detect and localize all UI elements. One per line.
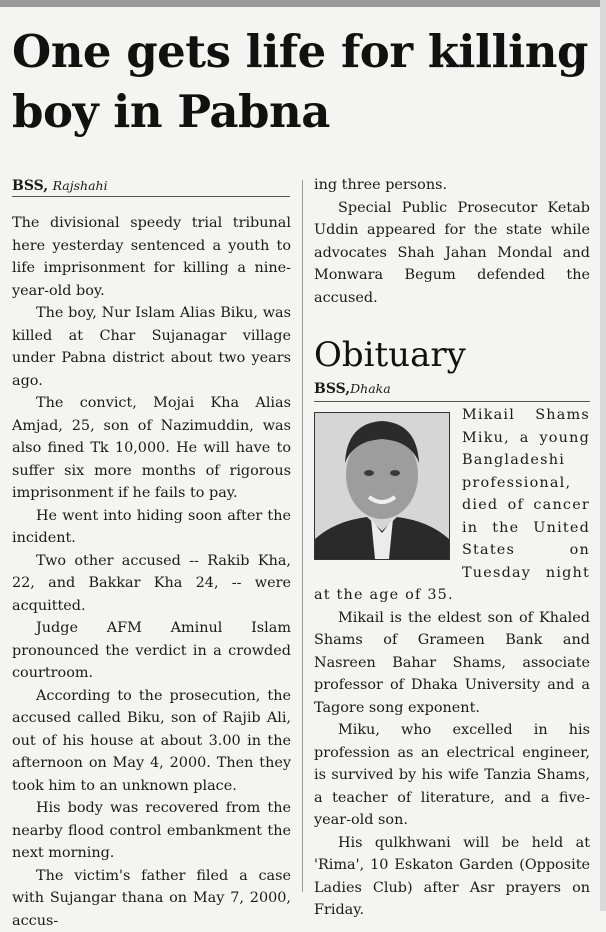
article-paragraph: Judge AFM Aminul Islam pronounced the verdict in a crowded courtroom. bbox=[12, 617, 291, 685]
obituary-location: Dhaka bbox=[350, 381, 391, 396]
article-paragraph: Two other accused -- Rakib Kha, 22, and Bakkar Kha 24, -- were acquitted. bbox=[12, 550, 291, 618]
article-column-right bbox=[314, 174, 590, 922]
obituary-paragraph: His qulkhwani will be held at 'Rima', 10 Eskaton Garden (Opposite Ladies Club) after Asr prayers on Friday. bbox=[314, 832, 590, 922]
obituary-dateline bbox=[314, 377, 590, 401]
right-edge-bar bbox=[600, 0, 606, 911]
article-column-left bbox=[12, 174, 291, 932]
article-paragraph: According to the prosecution, the accused called Biku, son of Rajib Ali, out of his house at about 3.00 in the afternoon on May 4, 2000. Then they took him to an unknown place. bbox=[12, 685, 291, 798]
obituary-agency: BSS, bbox=[314, 381, 350, 397]
article-continuation: ing three persons. bbox=[314, 174, 590, 197]
obituary-paragraph: Mikail is the eldest son of Khaled Shams of Grameen Bank and Nasreen Bahar Shams, associate professor of Dhaka University and a Tagore song exponent. bbox=[314, 607, 590, 720]
article-paragraph: The victim's father filed a case with Sujangar thana on May 7, 2000, accus- bbox=[12, 865, 291, 932]
portrait-photo bbox=[314, 412, 450, 560]
page-headline: One gets life for killing boy in Pabna bbox=[12, 22, 596, 142]
article-paragraph: Special Public Prosecutor Ketab Uddin appeared for the state while advocates Shah Jahan Mondal and Monwara Begum defended the accused. bbox=[314, 197, 590, 310]
article-paragraph: The divisional speedy trial tribunal here yesterday sentenced a youth to life imprisonment for killing a nine-year-old boy. bbox=[12, 212, 291, 302]
article-paragraph: He went into hiding soon after the incident. bbox=[12, 505, 291, 550]
article-paragraph: The boy, Nur Islam Alias Biku, was killed at Char Sujanagar village under Pabna district about two years ago. bbox=[12, 302, 291, 392]
article-paragraph: The convict, Mojai Kha Alias Amjad, 25, son of Nazimuddin, was also fined Tk 10,000. He will have to suffer six more months of rigorous imprisonment if he fails to pay. bbox=[12, 392, 291, 505]
column-divider bbox=[302, 180, 303, 892]
obituary-paragraph: Mikail Shams Miku, a young Bangladeshi professional, died of cancer in the United States on Tuesday night at the age of 35. bbox=[314, 404, 590, 607]
article-agency: BSS, bbox=[12, 178, 48, 194]
article-location: Rajshahi bbox=[53, 178, 108, 193]
obituary-paragraph: Miku, who excelled in his profession as an electrical engineer, is survived by his wife Tanzia Shams, a teacher of literature, and a five-year-old son. bbox=[314, 719, 590, 832]
article-paragraph: His body was recovered from the nearby flood control embankment the next morning. bbox=[12, 797, 291, 865]
obituary-rule bbox=[314, 401, 590, 402]
obituary-title: Obituary bbox=[314, 333, 590, 377]
top-border-bar bbox=[0, 0, 606, 7]
article-dateline bbox=[12, 174, 291, 198]
portrait-image bbox=[315, 413, 449, 559]
